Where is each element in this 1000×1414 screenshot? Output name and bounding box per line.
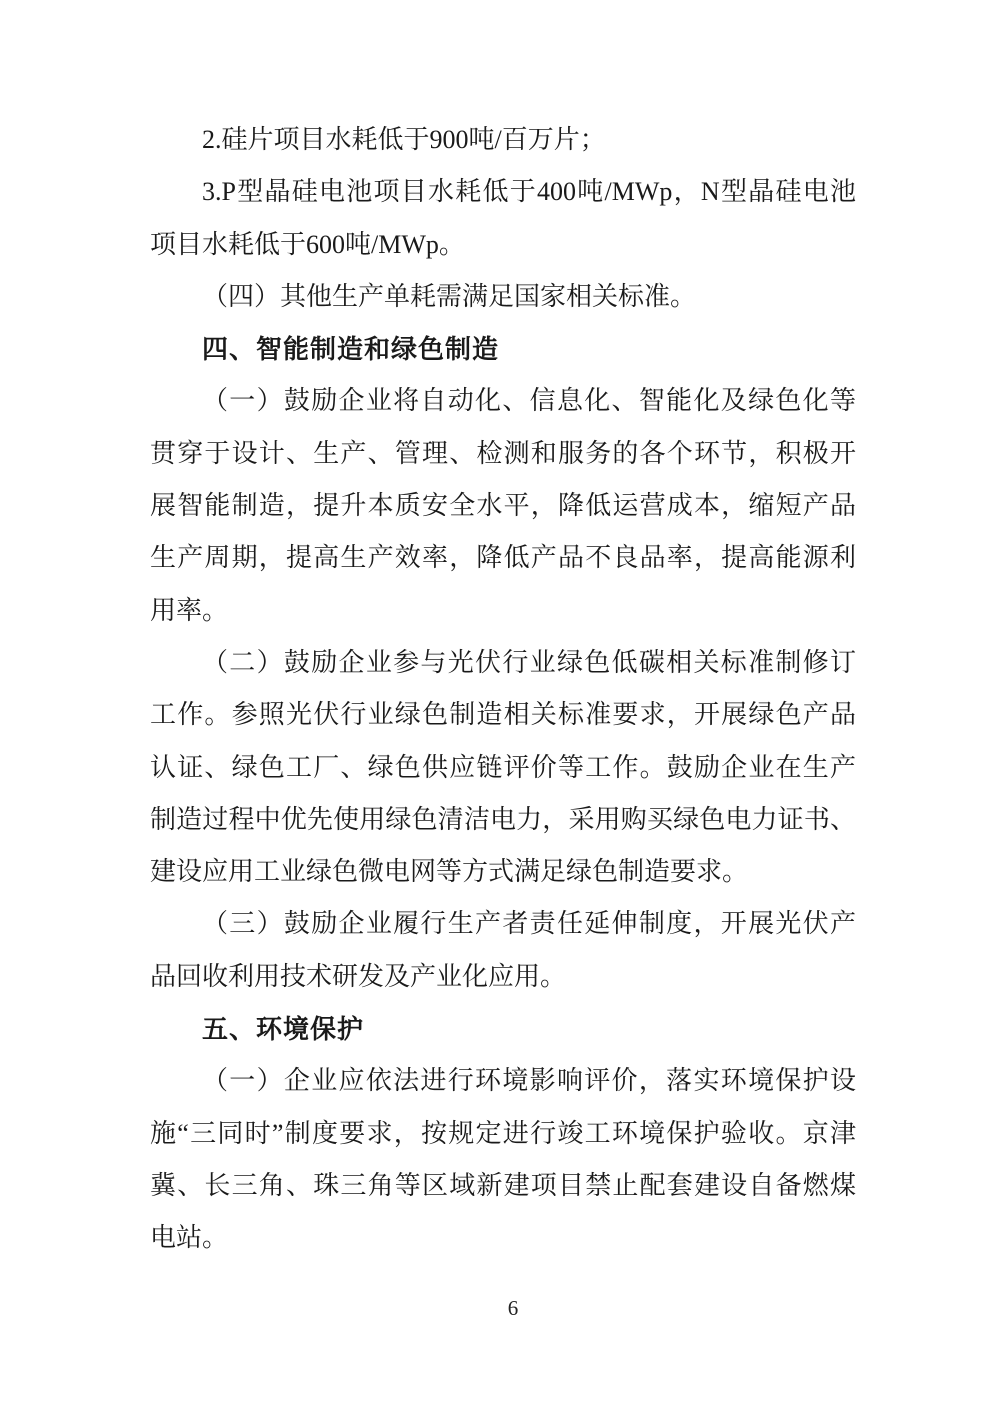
text-line: 贯穿于设计、生产、管理、检测和服务的各个环节，积极开 — [150, 438, 856, 468]
text-line: （三）鼓励企业履行生产者责任延伸制度，开展光伏产 — [202, 909, 856, 939]
page-number: 6 — [507, 1296, 519, 1320]
text-line: （一）鼓励企业将自动化、信息化、智能化及绿色化等 — [202, 386, 856, 416]
text-line: 认证、绿色工厂、绿色供应链评价等工作。鼓励企业在生产 — [150, 752, 856, 782]
text-line: 制造过程中优先使用绿色清洁电力，采用购买绿色电力证书、 — [150, 804, 856, 834]
paragraph — [150, 898, 856, 1003]
text-line: 建设应用工业绿色微电网等方式满足绿色制造要求。 — [150, 857, 749, 887]
document-body — [150, 114, 856, 1265]
section-heading — [150, 1003, 856, 1055]
section-heading — [150, 323, 856, 375]
text-line: 用率。 — [150, 595, 229, 625]
text-line: 项目水耗低于600吨/MWp。 — [150, 229, 465, 259]
text-line: （一）企业应依法进行环境影响评价，落实环境保护设 — [202, 1066, 856, 1096]
heading-text: 五、环境保护 — [202, 1014, 365, 1045]
text-line: 2.硅片项目水耗低于900吨/百万片； — [202, 125, 606, 154]
text-line: （四）其他生产单耗需满足国家相关标准。 — [202, 281, 697, 311]
text-line: 施“三同时”制度要求，按规定进行竣工环境保护验收。京津 — [150, 1118, 856, 1148]
text-line: 生产周期，提高生产效率，降低产品不良品率，提高能源利 — [150, 543, 856, 573]
paragraph — [150, 637, 856, 898]
paragraph — [150, 166, 856, 271]
text-line: 冀、长三角、珠三角等区域新建项目禁止配套建设自备燃煤 — [150, 1170, 856, 1200]
paragraph — [150, 1055, 856, 1264]
paragraph — [150, 375, 856, 636]
text-line: 工作。参照光伏行业绿色制造相关标准要求，开展绿色产品 — [150, 700, 856, 730]
text-line: （二）鼓励企业参与光伏行业绿色低碳相关标准制修订 — [202, 647, 856, 677]
text-line: 电站。 — [150, 1223, 229, 1253]
heading-text: 四、智能制造和绿色制造 — [202, 334, 500, 365]
paragraph — [150, 114, 856, 166]
paragraph — [150, 271, 856, 323]
text-line: 3.P型晶硅电池项目水耗低于400吨/MWp，N型晶硅电池 — [202, 177, 856, 207]
text-line: 展智能制造，提升本质安全水平，降低运营成本，缩短产品 — [150, 491, 856, 521]
text-line: 品回收利用技术研发及产业化应用。 — [150, 961, 567, 991]
